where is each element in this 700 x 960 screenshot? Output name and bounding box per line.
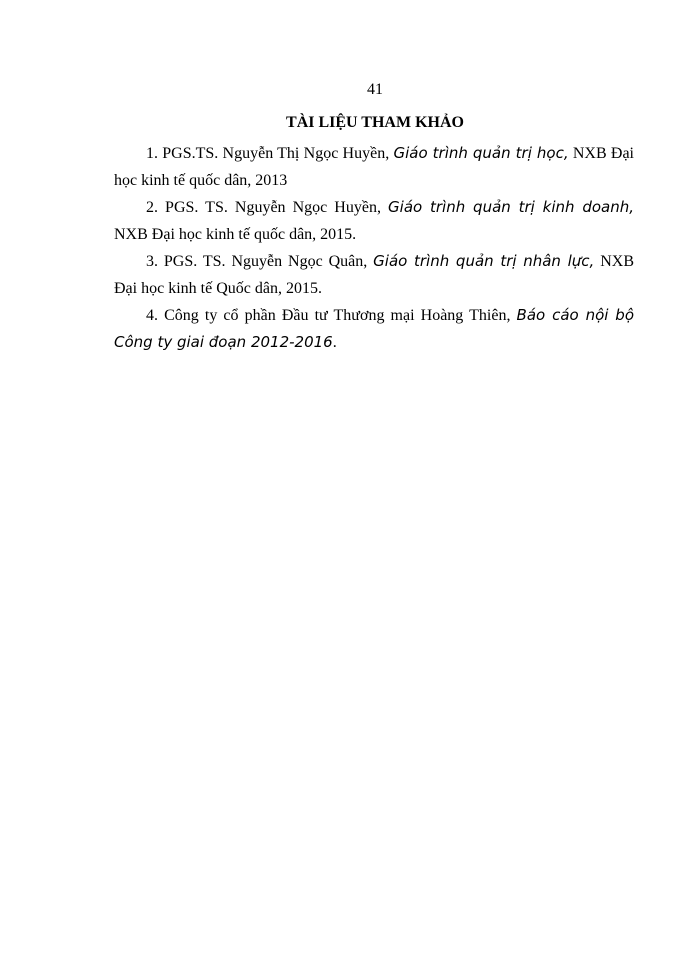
reference-publisher: NXB Đại học kinh tế quốc dân, 2015. <box>114 226 357 243</box>
reference-author: 2. PGS. TS. Nguyễn Ngọc Huyền, <box>146 199 389 216</box>
reference-title: Giáo trình quản trị học, <box>393 144 569 162</box>
reference-publisher: NXB Đại học kinh tế Quốc dân, 2015. <box>114 253 635 297</box>
reference-title: Báo cáo nội bộ Công ty giai đoạn 2012-2016 <box>114 306 634 351</box>
page-title: TÀI LIỆU THAM KHẢO <box>286 114 464 131</box>
reference-author: 3. PGS. TS. Nguyễn Ngọc Quân, <box>146 253 374 270</box>
reference-publisher: . <box>332 334 337 351</box>
reference-author: 1. PGS.TS. Nguyễn Thị Ngọc Huyền, <box>146 145 394 162</box>
reference-item-2 <box>114 194 634 248</box>
reference-item-1 <box>114 140 634 194</box>
reference-item-3 <box>114 248 634 302</box>
reference-list <box>114 140 634 356</box>
reference-title: Giáo trình quản trị kinh doanh, <box>388 198 635 216</box>
reference-item-4 <box>114 302 634 356</box>
reference-author: 4. Công ty cổ phần Đầu tư Thương mại Hoàng Thiên, <box>146 307 517 324</box>
page-number: 41 <box>367 81 383 98</box>
reference-publisher: NXB Đại học kinh tế quốc dân, 2013 <box>114 145 635 189</box>
reference-title: Giáo trình quản trị nhân lực, <box>373 252 595 270</box>
